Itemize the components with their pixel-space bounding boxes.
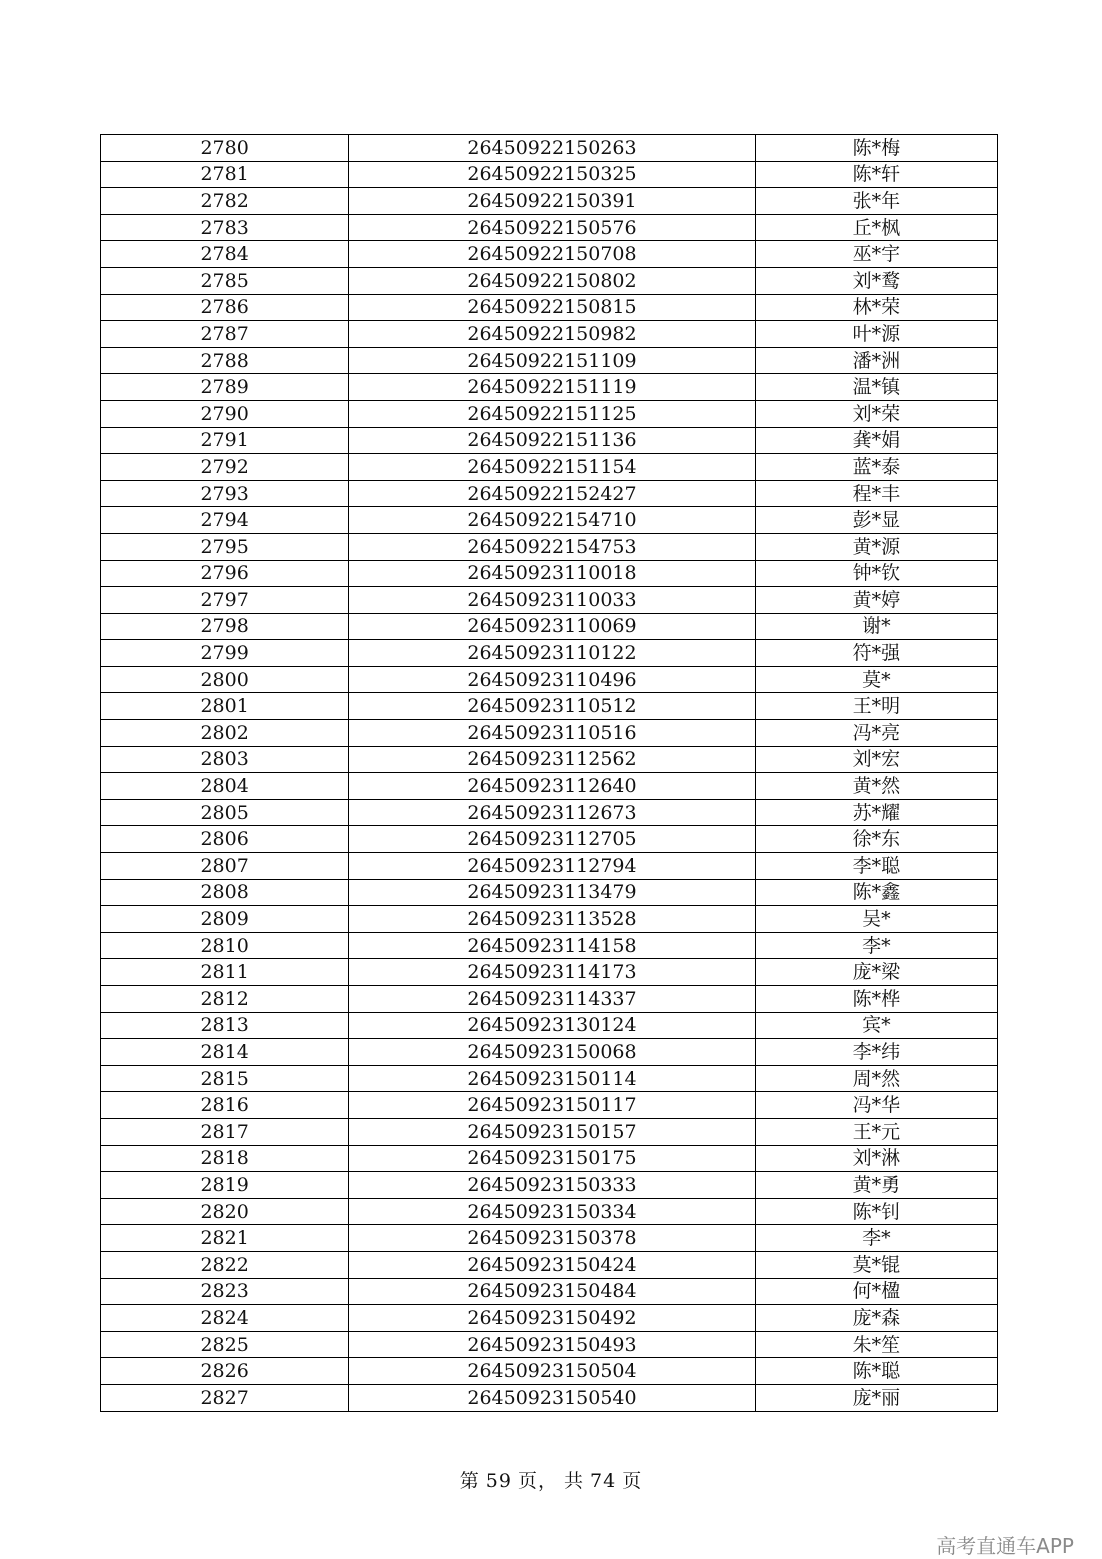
row-index-cell: 2805: [101, 799, 349, 826]
row-index-cell: 2791: [101, 427, 349, 454]
table-row: [101, 241, 998, 268]
student-name-cell: 黄*然: [755, 773, 997, 800]
table-row: [101, 1331, 998, 1358]
exam-number-cell: 26450922151125: [349, 400, 755, 427]
exam-number-cell: 26450922150391: [349, 188, 755, 215]
row-index-cell: 2819: [101, 1172, 349, 1199]
table-row: [101, 1278, 998, 1305]
student-name-cell: 莫*: [755, 666, 997, 693]
table-row: [101, 1145, 998, 1172]
exam-number-cell: 26450923114158: [349, 932, 755, 959]
student-name-cell: 李*: [755, 1225, 997, 1252]
student-name-cell: 陈*轩: [755, 161, 997, 188]
student-name-cell: 林*荣: [755, 294, 997, 321]
row-index-cell: 2786: [101, 294, 349, 321]
table-row: [101, 1198, 998, 1225]
table-row: [101, 587, 998, 614]
row-index-cell: 2809: [101, 906, 349, 933]
row-index-cell: 2810: [101, 932, 349, 959]
row-index-cell: 2795: [101, 533, 349, 560]
exam-number-cell: 26450923150504: [349, 1358, 755, 1385]
row-index-cell: 2806: [101, 826, 349, 853]
page-number: 59: [485, 1470, 512, 1492]
row-index-cell: 2801: [101, 693, 349, 720]
exam-number-cell: 26450923110496: [349, 666, 755, 693]
row-index-cell: 2796: [101, 560, 349, 587]
student-name-cell: 苏*耀: [755, 799, 997, 826]
student-name-cell: 陈*聪: [755, 1358, 997, 1385]
row-index-cell: 2824: [101, 1305, 349, 1332]
exam-number-cell: 26450922151136: [349, 427, 755, 454]
table-row: [101, 480, 998, 507]
table-row: [101, 1251, 998, 1278]
row-index-cell: 2820: [101, 1198, 349, 1225]
exam-number-cell: 26450923110018: [349, 560, 755, 587]
table-row: [101, 640, 998, 667]
row-index-cell: 2815: [101, 1065, 349, 1092]
row-index-cell: 2803: [101, 746, 349, 773]
student-name-cell: 陈*梅: [755, 135, 997, 162]
watermark-logo-text: 高考直通车APP: [936, 1534, 1074, 1558]
table-row: [101, 267, 998, 294]
student-name-cell: 谢*: [755, 613, 997, 640]
table-row: [101, 214, 998, 241]
exam-number-cell: 26450923150484: [349, 1278, 755, 1305]
exam-number-cell: 26450922154710: [349, 507, 755, 534]
exam-number-cell: 26450923112794: [349, 853, 755, 880]
table-row: [101, 161, 998, 188]
row-index-cell: 2800: [101, 666, 349, 693]
student-name-cell: 宾*: [755, 1012, 997, 1039]
student-name-cell: 周*然: [755, 1065, 997, 1092]
student-name-cell: 蓝*泰: [755, 454, 997, 481]
exam-number-cell: 26450923112673: [349, 799, 755, 826]
row-index-cell: 2783: [101, 214, 349, 241]
table-row: [101, 773, 998, 800]
exam-number-cell: 26450922150576: [349, 214, 755, 241]
page-footer: [0, 1466, 1102, 1493]
table-row: [101, 374, 998, 401]
page-unit: 页，: [517, 1470, 558, 1492]
table-row: [101, 1039, 998, 1066]
student-name-cell: 张*年: [755, 188, 997, 215]
student-name-cell: 李*纬: [755, 1039, 997, 1066]
student-name-cell: 潘*洲: [755, 347, 997, 374]
student-name-cell: 叶*源: [755, 321, 997, 348]
exam-number-cell: 26450923112562: [349, 746, 755, 773]
student-name-cell: 黄*源: [755, 533, 997, 560]
student-name-cell: 王*明: [755, 693, 997, 720]
row-index-cell: 2798: [101, 613, 349, 640]
row-index-cell: 2792: [101, 454, 349, 481]
student-name-cell: 刘*宏: [755, 746, 997, 773]
table-row: [101, 1358, 998, 1385]
exam-number-cell: 26450923150114: [349, 1065, 755, 1092]
table-row: [101, 507, 998, 534]
table-row: [101, 560, 998, 587]
exam-number-cell: 26450923110122: [349, 640, 755, 667]
exam-number-cell: 26450922151109: [349, 347, 755, 374]
student-name-cell: 彭*显: [755, 507, 997, 534]
row-index-cell: 2790: [101, 400, 349, 427]
student-name-cell: 王*元: [755, 1118, 997, 1145]
student-name-cell: 朱*笙: [755, 1331, 997, 1358]
student-name-cell: 陈*钊: [755, 1198, 997, 1225]
table-row: [101, 826, 998, 853]
student-name-cell: 钟*钦: [755, 560, 997, 587]
student-name-cell: 庞*丽: [755, 1384, 997, 1411]
table-row: [101, 693, 998, 720]
row-index-cell: 2787: [101, 321, 349, 348]
exam-number-cell: 26450922151154: [349, 454, 755, 481]
row-index-cell: 2788: [101, 347, 349, 374]
table-row: [101, 879, 998, 906]
row-index-cell: 2794: [101, 507, 349, 534]
exam-number-cell: 26450923130124: [349, 1012, 755, 1039]
table-row: [101, 135, 998, 162]
table-row: [101, 1118, 998, 1145]
exam-number-cell: 26450923114173: [349, 959, 755, 986]
table-row: [101, 400, 998, 427]
student-name-cell: 陈*鑫: [755, 879, 997, 906]
exam-number-cell: 26450923150492: [349, 1305, 755, 1332]
table-row: [101, 906, 998, 933]
student-name-cell: 温*镇: [755, 374, 997, 401]
row-index-cell: 2799: [101, 640, 349, 667]
table-row: [101, 1012, 998, 1039]
table-body: [101, 135, 998, 1412]
exam-number-cell: 26450922150815: [349, 294, 755, 321]
student-name-cell: 龚*娟: [755, 427, 997, 454]
row-index-cell: 2785: [101, 267, 349, 294]
row-index-cell: 2817: [101, 1118, 349, 1145]
table-row: [101, 1172, 998, 1199]
exam-number-cell: 26450923150175: [349, 1145, 755, 1172]
table-row: [101, 1065, 998, 1092]
row-index-cell: 2822: [101, 1251, 349, 1278]
total-unit: 页: [622, 1470, 643, 1492]
exam-number-cell: 26450922154753: [349, 533, 755, 560]
row-index-cell: 2821: [101, 1225, 349, 1252]
student-name-cell: 程*丰: [755, 480, 997, 507]
table-row: [101, 666, 998, 693]
student-name-cell: 吴*: [755, 906, 997, 933]
exam-number-cell: 26450922150325: [349, 161, 755, 188]
table-row: [101, 986, 998, 1013]
row-index-cell: 2827: [101, 1384, 349, 1411]
student-name-cell: 庞*森: [755, 1305, 997, 1332]
student-name-cell: 黄*勇: [755, 1172, 997, 1199]
row-index-cell: 2793: [101, 480, 349, 507]
exam-number-cell: 26450923150334: [349, 1198, 755, 1225]
student-name-cell: 冯*华: [755, 1092, 997, 1119]
student-name-cell: 陈*桦: [755, 986, 997, 1013]
table-row: [101, 1384, 998, 1411]
row-index-cell: 2811: [101, 959, 349, 986]
exam-number-cell: 26450923110516: [349, 720, 755, 747]
row-index-cell: 2782: [101, 188, 349, 215]
table-row: [101, 613, 998, 640]
student-name-cell: 黄*婷: [755, 587, 997, 614]
table-row: [101, 533, 998, 560]
exam-number-cell: 26450923113479: [349, 879, 755, 906]
row-index-cell: 2802: [101, 720, 349, 747]
row-index-cell: 2826: [101, 1358, 349, 1385]
total-pages: 74: [590, 1470, 617, 1492]
table-row: [101, 1092, 998, 1119]
exam-number-cell: 26450923150333: [349, 1172, 755, 1199]
student-name-cell: 丘*枫: [755, 214, 997, 241]
exam-number-cell: 26450923113528: [349, 906, 755, 933]
table-row: [101, 294, 998, 321]
exam-number-cell: 26450923110033: [349, 587, 755, 614]
student-name-cell: 刘*淋: [755, 1145, 997, 1172]
student-name-cell: 何*楹: [755, 1278, 997, 1305]
row-index-cell: 2816: [101, 1092, 349, 1119]
row-index-cell: 2818: [101, 1145, 349, 1172]
exam-number-cell: 26450922152427: [349, 480, 755, 507]
results-table: [100, 134, 998, 1412]
exam-number-cell: 26450923112705: [349, 826, 755, 853]
student-name-cell: 符*强: [755, 640, 997, 667]
exam-number-cell: 26450923150378: [349, 1225, 755, 1252]
student-name-cell: 刘*荣: [755, 400, 997, 427]
exam-number-cell: 26450923112640: [349, 773, 755, 800]
table-row: [101, 720, 998, 747]
total-prefix: 共: [564, 1470, 585, 1492]
table-row: [101, 932, 998, 959]
exam-number-cell: 26450923150493: [349, 1331, 755, 1358]
table-row: [101, 347, 998, 374]
row-index-cell: 2784: [101, 241, 349, 268]
table-row: [101, 321, 998, 348]
row-index-cell: 2780: [101, 135, 349, 162]
row-index-cell: 2812: [101, 986, 349, 1013]
row-index-cell: 2825: [101, 1331, 349, 1358]
exam-number-cell: 26450922150802: [349, 267, 755, 294]
row-index-cell: 2807: [101, 853, 349, 880]
table-row: [101, 454, 998, 481]
exam-number-cell: 26450923150068: [349, 1039, 755, 1066]
table-row: [101, 427, 998, 454]
row-index-cell: 2808: [101, 879, 349, 906]
exam-number-cell: 26450923150540: [349, 1384, 755, 1411]
student-name-cell: 庞*梁: [755, 959, 997, 986]
student-name-cell: 莫*锟: [755, 1251, 997, 1278]
student-name-cell: 巫*宇: [755, 241, 997, 268]
student-name-cell: 刘*鹜: [755, 267, 997, 294]
page-prefix: 第: [459, 1470, 480, 1492]
table-row: [101, 1305, 998, 1332]
table-row: [101, 746, 998, 773]
table-row: [101, 853, 998, 880]
student-name-cell: 李*: [755, 932, 997, 959]
table-row: [101, 188, 998, 215]
exam-number-cell: 26450923110069: [349, 613, 755, 640]
student-name-cell: 冯*亮: [755, 720, 997, 747]
table-row: [101, 1225, 998, 1252]
exam-number-cell: 26450923150117: [349, 1092, 755, 1119]
exam-number-cell: 26450922150982: [349, 321, 755, 348]
table-row: [101, 959, 998, 986]
row-index-cell: 2797: [101, 587, 349, 614]
row-index-cell: 2813: [101, 1012, 349, 1039]
row-index-cell: 2823: [101, 1278, 349, 1305]
exam-number-cell: 26450922150263: [349, 135, 755, 162]
table-row: [101, 799, 998, 826]
row-index-cell: 2814: [101, 1039, 349, 1066]
row-index-cell: 2789: [101, 374, 349, 401]
exam-number-cell: 26450923150157: [349, 1118, 755, 1145]
row-index-cell: 2804: [101, 773, 349, 800]
exam-number-cell: 26450923114337: [349, 986, 755, 1013]
exam-number-cell: 26450923150424: [349, 1251, 755, 1278]
exam-number-cell: 26450922151119: [349, 374, 755, 401]
exam-number-cell: 26450923110512: [349, 693, 755, 720]
student-name-cell: 李*聪: [755, 853, 997, 880]
exam-number-cell: 26450922150708: [349, 241, 755, 268]
student-name-cell: 徐*东: [755, 826, 997, 853]
row-index-cell: 2781: [101, 161, 349, 188]
